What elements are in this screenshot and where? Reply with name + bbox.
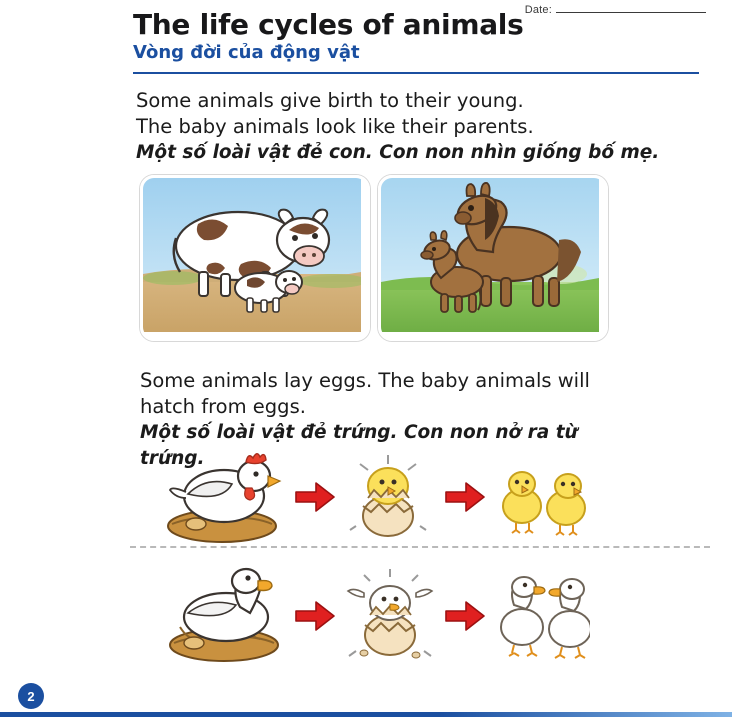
page-title (133, 10, 523, 63)
horse-and-foal-photo (378, 175, 608, 341)
eggs-line-1: Some animals lay eggs. The baby animals will (140, 369, 590, 392)
title-english: The life cycles of animals (133, 8, 524, 41)
duckling-hatching-from-egg (348, 569, 432, 658)
eggs-line-2: hatch from eggs. (140, 395, 306, 418)
arrow-right-icon-3 (296, 602, 334, 630)
date-field[interactable] (525, 4, 706, 16)
birth-line-1: Some animals give birth to their young. (136, 89, 524, 112)
footer-bar (0, 712, 732, 717)
date-write-line[interactable] (556, 12, 706, 13)
paragraph-birth (136, 88, 659, 166)
title-vietnamese: Vòng đời của động vật (133, 41, 360, 63)
arrow-right-icon-2 (446, 483, 484, 511)
two-chicks (503, 472, 585, 535)
duck-life-cycle (150, 555, 590, 665)
date-label: Date: (524, 4, 552, 16)
duck-on-nest (170, 569, 278, 661)
eggs-line-vietnamese: Một số loài vật đẻ trứng. Con non nở ra từ trứng. (140, 422, 578, 469)
cow-and-calf-photo (140, 175, 370, 341)
section-separator (130, 546, 710, 548)
arrow-right-icon-1 (296, 483, 334, 511)
birth-line-2: The baby animals look like their parents. (136, 115, 534, 138)
arrow-right-icon-4 (446, 602, 484, 630)
birth-line-vietnamese: Một số loài vật đẻ con. Con non nhìn giống bố mẹ. (136, 142, 660, 163)
chicken-life-cycle (150, 440, 590, 550)
chick-hatching-from-egg (350, 455, 426, 536)
title-divider (133, 72, 699, 74)
hen-on-nest (168, 454, 280, 542)
page-number: 2 (18, 683, 44, 709)
two-ducklings (501, 577, 590, 658)
